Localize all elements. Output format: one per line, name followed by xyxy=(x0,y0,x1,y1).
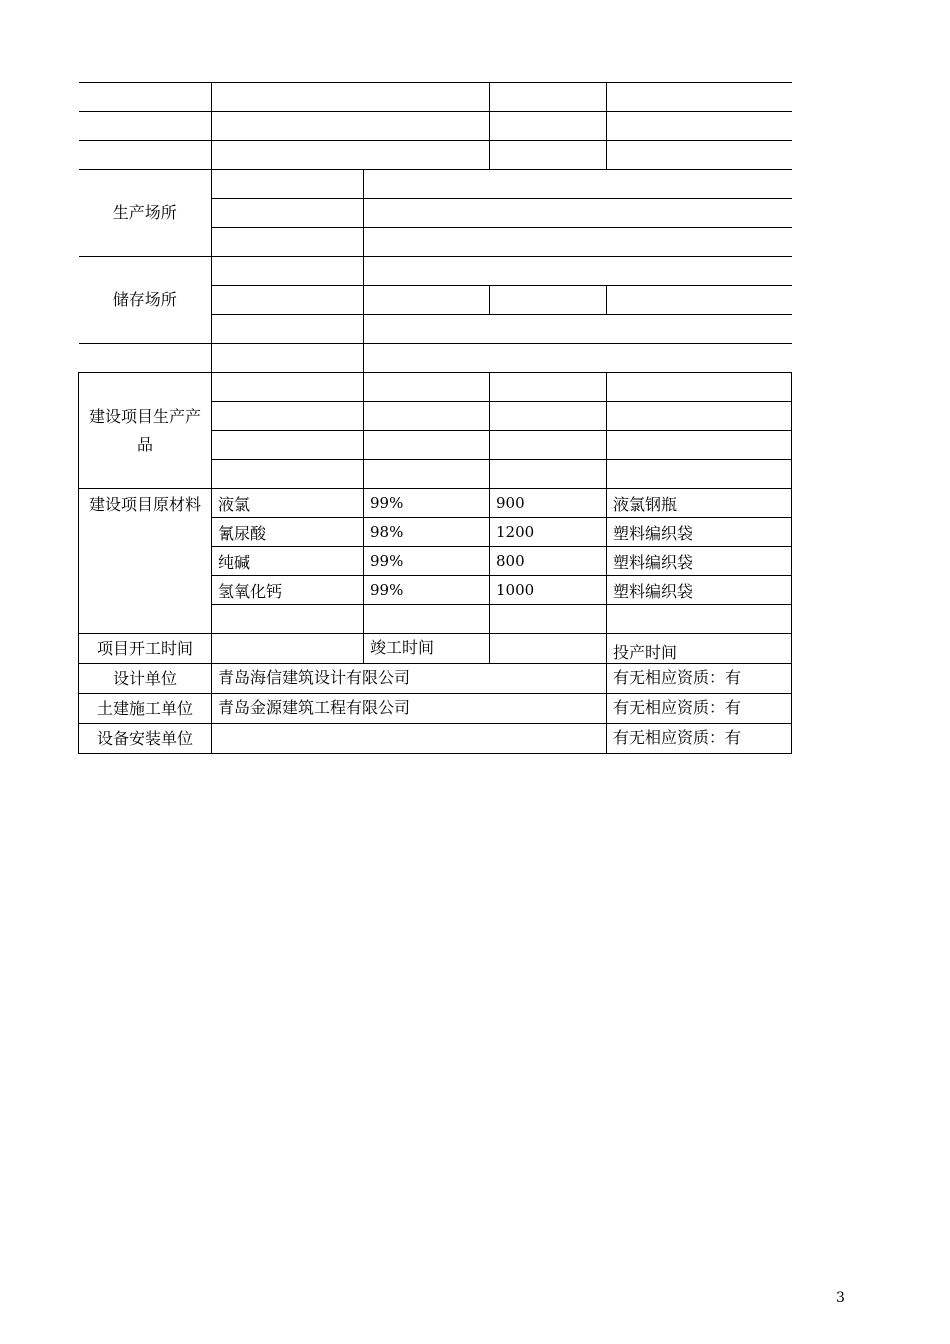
products-row-1 xyxy=(79,373,792,402)
blank-cell xyxy=(212,199,364,228)
blank-cell xyxy=(364,257,792,286)
blank-cell xyxy=(212,402,364,431)
start-time-label: 项目开工时间 xyxy=(79,634,212,664)
material-purity: 99% xyxy=(364,576,490,605)
design-unit-label: 设计单位 xyxy=(79,664,212,694)
project-info-table xyxy=(78,82,792,754)
blank-cell xyxy=(607,605,792,634)
blank-cell xyxy=(212,141,490,170)
blank-cell xyxy=(212,286,364,315)
material-quantity: 900 xyxy=(490,489,607,518)
material-purity: 99% xyxy=(364,547,490,576)
blank-cell xyxy=(364,373,490,402)
blank-cell xyxy=(607,373,792,402)
material-packaging: 塑料编织袋 xyxy=(607,518,792,547)
blank-cell xyxy=(364,344,792,373)
material-purity: 98% xyxy=(364,518,490,547)
equipment-unit-label: 设备安装单位 xyxy=(79,724,212,754)
blank-cell xyxy=(212,431,364,460)
blank-cell xyxy=(212,170,364,199)
blank-cell xyxy=(212,460,364,489)
products-label: 建设项目生产产品 xyxy=(79,373,212,489)
raw-material-row xyxy=(79,489,792,518)
blank-cell xyxy=(364,286,490,315)
raw-materials-label: 建设项目原材料 xyxy=(79,489,212,634)
blank-cell xyxy=(607,431,792,460)
blank-cell xyxy=(79,112,212,141)
blank-cell xyxy=(364,315,792,344)
page-number: 3 xyxy=(836,1290,845,1306)
completion-time-value xyxy=(490,634,607,664)
blank-row-1 xyxy=(79,83,792,112)
blank-row-4 xyxy=(79,344,792,373)
material-name: 氢氧化钙 xyxy=(212,576,364,605)
blank-cell xyxy=(607,141,792,170)
blank-cell xyxy=(490,112,607,141)
blank-cell xyxy=(364,605,490,634)
blank-cell xyxy=(79,83,212,112)
operation-time-label: 投产时间 xyxy=(607,634,792,664)
material-packaging: 塑料编织袋 xyxy=(607,576,792,605)
material-name: 氰尿酸 xyxy=(212,518,364,547)
blank-cell xyxy=(364,170,792,199)
blank-cell xyxy=(607,112,792,141)
blank-cell xyxy=(364,460,490,489)
blank-cell xyxy=(79,141,212,170)
blank-cell xyxy=(607,460,792,489)
blank-cell xyxy=(490,141,607,170)
blank-cell xyxy=(212,257,364,286)
schedule-row xyxy=(79,634,792,664)
design-unit-row xyxy=(79,664,792,694)
equipment-unit-row xyxy=(79,724,792,754)
blank-cell xyxy=(212,373,364,402)
material-quantity: 800 xyxy=(490,547,607,576)
blank-cell xyxy=(212,315,364,344)
blank-cell xyxy=(490,83,607,112)
blank-cell xyxy=(490,373,607,402)
production-site-label: 生产场所 xyxy=(79,170,212,257)
civil-unit-qualification: 有无相应资质：有 xyxy=(607,694,792,724)
blank-cell xyxy=(79,344,212,373)
blank-cell xyxy=(607,286,792,315)
material-name: 纯碱 xyxy=(212,547,364,576)
blank-cell xyxy=(607,402,792,431)
civil-unit-value: 青岛金源建筑工程有限公司 xyxy=(212,694,607,724)
blank-cell xyxy=(212,83,490,112)
blank-cell xyxy=(490,431,607,460)
production-site-row-1 xyxy=(79,170,792,199)
blank-cell xyxy=(490,286,607,315)
equipment-unit-value xyxy=(212,724,607,754)
design-unit-qualification: 有无相应资质：有 xyxy=(607,664,792,694)
start-time-value xyxy=(212,634,364,664)
material-quantity: 1200 xyxy=(490,518,607,547)
blank-cell xyxy=(490,402,607,431)
material-packaging: 液氯钢瓶 xyxy=(607,489,792,518)
blank-cell xyxy=(364,228,792,257)
design-unit-value: 青岛海信建筑设计有限公司 xyxy=(212,664,607,694)
civil-unit-row xyxy=(79,694,792,724)
blank-row-3 xyxy=(79,141,792,170)
blank-row-2 xyxy=(79,112,792,141)
blank-cell xyxy=(364,431,490,460)
completion-time-label: 竣工时间 xyxy=(364,634,490,664)
blank-cell xyxy=(212,112,490,141)
blank-cell xyxy=(212,605,364,634)
material-packaging: 塑料编织袋 xyxy=(607,547,792,576)
blank-cell xyxy=(364,199,792,228)
blank-cell xyxy=(607,83,792,112)
civil-unit-label: 土建施工单位 xyxy=(79,694,212,724)
storage-site-row-1 xyxy=(79,257,792,286)
storage-site-label: 储存场所 xyxy=(79,257,212,344)
blank-cell xyxy=(212,228,364,257)
blank-cell xyxy=(364,402,490,431)
equipment-unit-qualification: 有无相应资质：有 xyxy=(607,724,792,754)
material-purity: 99% xyxy=(364,489,490,518)
material-quantity: 1000 xyxy=(490,576,607,605)
blank-cell xyxy=(490,605,607,634)
blank-cell xyxy=(490,460,607,489)
material-name: 液氯 xyxy=(212,489,364,518)
blank-cell xyxy=(212,344,364,373)
